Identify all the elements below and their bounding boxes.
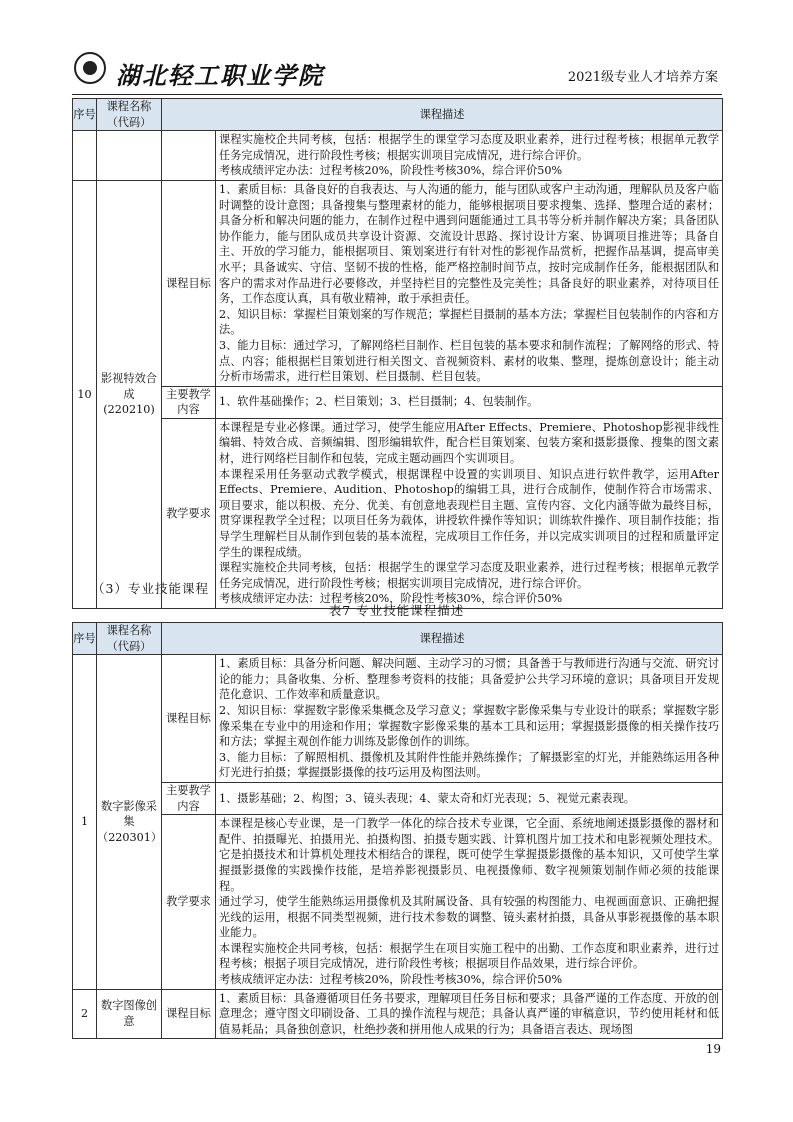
col-header-num: 序号 bbox=[73, 99, 97, 131]
course-description-table-2 bbox=[72, 622, 723, 1039]
course-goal: 1、素质目标：具备分析问题、解决问题、主动学习的习惯；具备善于与教师进行沟通与交流、研究讨论的能力；具备收集、分析、整理参考资料的技能；具备爱护公共学习环境的意识；具备项目开发规范化意识、工作效率和质量意识。 2、知识目标：掌握数字影像采集概念及学习意义；掌握数字影像采集与专业设计的联系；掌握数字影像采集在专业中的用途和作用；掌握数字影像采集的基本工具和运用；掌握摄影摄像的相关操作技巧和方法；掌握主观创作能力训练及影像创作的训练。 3、能力目标：了解照相机、摄像机及其附件性能并熟练操作；了解摄影室的灯光，并能熟练运用各种灯光进行拍摄；掌握摄影摄像的技巧运用及构图法则。 bbox=[216, 655, 723, 783]
table-caption: 表7 专业技能课程描述 bbox=[328, 603, 465, 618]
col-header-num: 序号 bbox=[73, 623, 97, 655]
page-header bbox=[72, 50, 722, 95]
goal-label: 课程目标 bbox=[162, 180, 216, 386]
course-content: 1、摄影基础；2、构图；3、镜头表现；4、蒙太奇和灯光表现；5、视觉元素表现。 bbox=[216, 782, 723, 814]
content-label: 主要教学内容 bbox=[162, 782, 216, 814]
req-label: 教学要求 bbox=[162, 815, 216, 990]
course-name-cell bbox=[97, 655, 162, 989]
course-name: 数字影像采集 bbox=[101, 799, 157, 829]
carry-over-assessment: 课程实施校企共同考核，包括：根据学生的课堂学习态度及职业素养，进行过程考核；根据单元教学任务完成情况，进行阶段性考核；根据实训项目完成情况，进行综合评价。 考核成绩评定办法：过程考核20%，阶段性考核30%，综合评价50% bbox=[216, 131, 723, 181]
goal-label: 课程目标 bbox=[162, 989, 216, 1039]
course-name: 数字图像创意 bbox=[97, 989, 162, 1039]
col-header-name: 课程名称（代码） bbox=[97, 623, 162, 655]
course-content: 1、软件基础操作；2、栏目策划；3、栏目摄制；4、包装制作。 bbox=[216, 386, 723, 418]
course-goal: 1、素质目标：具备良好的自我表达、与人沟通的能力，能与团队或客户主动沟通，理解队员及客户临时调整的设计意图；具备搜集与整理素材的能力，能够根据项目要求搜集、选择、整理合适的素材；具备分析和解决问题的能力，在制作过程中遇到问题能通过工具书等分析并制作解决方案；具备团队协作能力，能与团队成员共享设计资源、交流设计思路、探讨设计方案、协调项目推进等；具备自主、开放的学习能力，能根据项目、策划案进行有针对性的影视作品赏析，把握作品基调，提高审美水平；具备诚实、守信、坚韧不拔的性格，能严格控制时间节点，按时完成制作任务，能根据团队和客户的需求对作品进行必要修改，并坚持栏目的完整性及完美性；具备良好的职业素养，对待项目任务，工作态度认真，具有敬业精神，敢于承担责任。 2、知识目标：掌握栏目策划案的写作规范；掌握栏目摄制的基本方法；掌握栏目包装制作的内容和方法。 3、能力目标：通过学习，了解网络栏目制作、栏目包装的基本要求和制作流程；了解网络的形式、特点、内容；能根据栏目策划进行相关图文、音视频资料、素材的收集、整理，提炼创意设计；能主动分析市场需求，进行栏目策划、栏目摄制、栏目包装。 bbox=[216, 180, 723, 386]
course-num: 2 bbox=[73, 989, 97, 1039]
course-name: 影视特效合成 bbox=[101, 372, 157, 401]
col-header-name: 课程名称（代码） bbox=[97, 99, 162, 131]
course-goal: 1、素质目标：具备遵循项目任务书要求，理解项目任务目标和要求；具备严谨的工作态度、开放的创意理念；遵守图文印刷设备、工具的操作流程与规范；具备认真严谨的审稿意识，节约使用耗材和低值易耗品；具备独创意识，杜绝抄袭和拼用他人成果的行为；具备语言表达、现场图 bbox=[216, 989, 723, 1039]
course-code: (220210) bbox=[103, 403, 155, 417]
course-code: （220301） bbox=[97, 830, 163, 844]
course-num: 1 bbox=[73, 655, 97, 989]
col-header-desc: 课程描述 bbox=[162, 623, 723, 655]
col-header-desc: 课程描述 bbox=[162, 99, 723, 131]
college-emblem-icon bbox=[74, 52, 106, 84]
req-label: 教学要求 bbox=[162, 418, 216, 608]
course-num: 10 bbox=[73, 180, 97, 608]
document-title: 2021级专业人才培养方案 bbox=[567, 70, 718, 85]
course-requirements: 本课程是核心专业课，是一门教学一体化的综合技术专业课，它全面、系统地阐述摄影摄像的器材和配件、拍摄曝光、拍摄用光、拍摄构图、拍摄专题实践、计算机图片加工技术和电影视频处理技术。它是拍摄技术和计算机处理技术相结合的课程，既可使学生掌握摄影摄像的基本知识，又可使学生掌握摄影摄像的实践操作技能，是培养影视摄影员、电视摄像师、数字视频策划制作师必须的技能课程。 通过学习，使学生能熟练运用摄像机及其附属设备、具有较强的构图能力、电视画面意识、正确把握光线的运用，根据不同类型视频，进行技术参数的调整、镜头素材拍摄，具备从事影视摄像的基本职业能力。 本课程实施校企共同考核，包括：根据学生在项目实施工程中的出勤、工作态度和职业素养，进行过程考核；根据子项目完成情况，进行阶段性考核；根据项目作品效果，进行综合评价。 考核成绩评定办法：过程考核20%，阶段性考核30%，综合评价50% bbox=[216, 815, 723, 990]
page-number: 19 bbox=[705, 1042, 721, 1056]
course-requirements: 本课程是专业必修课。通过学习，使学生能应用After Effects、Premiere、Photoshop影视非线性编辑、特效合成、音频编辑、图形编辑软件，配合栏目策划案、包装方案和摄影摄像、搜集的图文素材，进行网络栏目制作和包装，完成主题动画四个实训项目。 本课程采用任务驱动式教学模式，根据课程中设置的实训项目、知识点进行软件教学，运用After Effects、Premiere、Audition、Photoshop的编辑工具，进行合成制作，使制作符合市场需求、项目要求，能以积极、充分、优美、有创意地表现栏目主题、宣传内容、文化内涵等做为最终目标，贯穿课程教学全过程；以项目任务为载体，讲授软件操作等知识；训练软件操作、项目制作技能；指导学生理解栏目从制作到包装的基本流程，完成项目工作任务，并以完成实训项目的过程和质量评定学生的课程成绩。 课程实施校企共同考核，包括：根据学生的课堂学习态度及职业素养，进行过程考核；根据单元教学任务完成情况，进行阶段性考核；根据实训项目完成情况，进行综合评价。 考核成绩评定办法：过程考核20%，阶段性考核30%，综合评价50% bbox=[216, 418, 723, 608]
course-name-cell bbox=[97, 180, 162, 608]
section-title: （3）专业技能课程 bbox=[92, 581, 209, 596]
goal-label: 课程目标 bbox=[162, 655, 216, 783]
course-description-table-1 bbox=[72, 98, 723, 609]
college-logo-text: 湖北轻工职业学院 bbox=[116, 61, 324, 90]
content-label: 主要教学内容 bbox=[162, 386, 216, 418]
